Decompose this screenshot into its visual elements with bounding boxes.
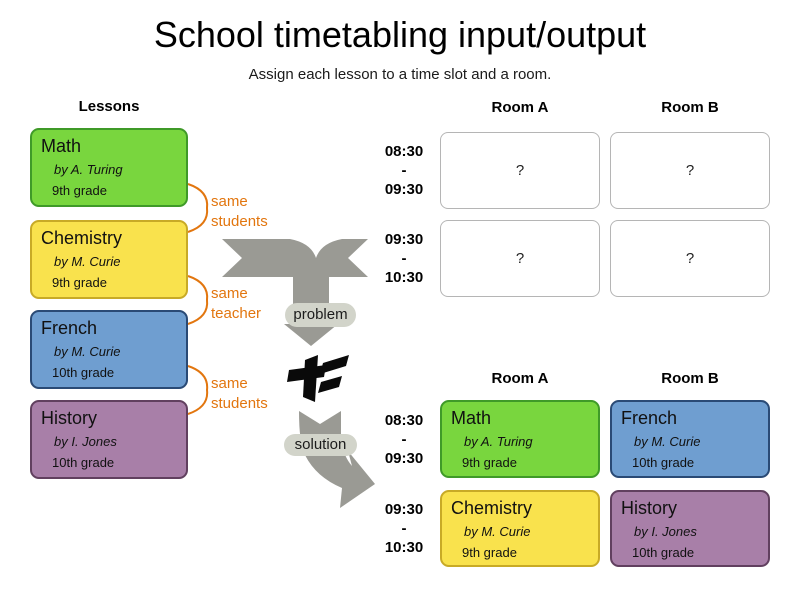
lesson-card-chemistry xyxy=(30,220,188,299)
timeslot-sep: - xyxy=(401,520,407,537)
solution-arrow xyxy=(299,411,375,508)
lesson-title: French xyxy=(41,318,98,338)
lesson-grade: 9th grade xyxy=(52,183,107,198)
lesson-teacher: by I. Jones xyxy=(634,524,697,539)
problem-room-b-header: Room B xyxy=(661,99,719,116)
lesson-title: History xyxy=(621,498,678,518)
solution-card-chemistry xyxy=(440,490,600,567)
lesson-card-history xyxy=(30,400,188,479)
page-title: School timetabling input/output xyxy=(153,14,647,55)
lesson-card-math xyxy=(30,128,188,207)
lesson-title: Math xyxy=(451,408,492,428)
timeslot-end: 09:30 xyxy=(384,449,424,467)
problem-cell-slot2-room-a xyxy=(440,220,600,297)
problem-timeslot-2 xyxy=(376,220,432,297)
problem-cell-slot1-room-a xyxy=(440,132,600,209)
lesson-title: History xyxy=(41,408,98,428)
lesson-teacher: by A. Turing xyxy=(464,434,533,449)
lesson-title: Math xyxy=(41,136,82,156)
constraint-line: same xyxy=(211,285,248,302)
timeslot-start: 08:30 xyxy=(384,143,424,160)
constraint-line: students xyxy=(211,395,268,412)
constraint-line: same xyxy=(211,375,248,392)
lessons-header: Lessons xyxy=(78,98,140,115)
timeslot-start: 09:30 xyxy=(384,501,424,518)
unassigned-marker: ? xyxy=(685,250,695,267)
solution-card-history xyxy=(610,490,770,567)
timeslot-start: 08:30 xyxy=(384,411,424,429)
lesson-teacher: by I. Jones xyxy=(54,434,117,449)
problem-room-a-header: Room A xyxy=(491,99,549,116)
unassigned-marker: ? xyxy=(685,162,695,179)
lesson-title: Chemistry xyxy=(41,228,123,248)
bracket-same-teacher xyxy=(188,276,207,324)
lesson-teacher: by A. Turing xyxy=(54,162,123,177)
timeslot-end: 10:30 xyxy=(384,539,424,556)
timeslot-end: 10:30 xyxy=(384,269,424,286)
lesson-grade: 10th grade xyxy=(632,545,695,560)
unassigned-marker: ? xyxy=(515,250,525,267)
lesson-grade: 9th grade xyxy=(52,275,107,290)
bracket-same-students-1 xyxy=(188,184,207,232)
constraint-line: teacher xyxy=(211,305,262,322)
constraint-same-students-2 xyxy=(211,374,301,414)
problem-cell-slot1-room-b xyxy=(610,132,770,209)
solution-card-math xyxy=(440,400,600,478)
constraint-line: same xyxy=(211,193,248,210)
lesson-grade: 10th grade xyxy=(52,455,115,470)
unassigned-marker: ? xyxy=(515,162,525,179)
solution-label-pill: solution xyxy=(284,434,357,456)
lesson-teacher: by M. Curie xyxy=(54,254,121,269)
timeslot-start: 09:30 xyxy=(384,231,424,248)
solution-room-a-header: Room A xyxy=(491,370,549,387)
timeslot-sep: - xyxy=(401,430,407,448)
page-subtitle: Assign each lesson to a time slot and a room. xyxy=(248,66,552,83)
timeslot-sep: - xyxy=(401,162,407,179)
problem-label-pill: problem xyxy=(285,303,356,327)
lesson-grade: 10th grade xyxy=(632,455,695,470)
problem-timeslot-1 xyxy=(376,132,432,209)
timeslot-end: 09:30 xyxy=(384,181,424,198)
solution-room-b-header: Room B xyxy=(661,370,719,387)
constraint-same-students-1 xyxy=(211,192,301,232)
lesson-title: Chemistry xyxy=(451,498,533,518)
lesson-grade: 9th grade xyxy=(462,545,517,560)
constraint-line: students xyxy=(211,213,268,230)
lesson-grade: 9th grade xyxy=(462,455,517,470)
problem-cell-slot2-room-b xyxy=(610,220,770,297)
lesson-title: French xyxy=(621,408,678,428)
solution-timeslot-1 xyxy=(376,400,432,478)
solution-card-french xyxy=(610,400,770,478)
bracket-same-students-2 xyxy=(188,366,207,414)
lesson-teacher: by M. Curie xyxy=(634,434,701,449)
lesson-teacher: by M. Curie xyxy=(464,524,531,539)
solution-timeslot-2 xyxy=(376,490,432,567)
lesson-grade: 10th grade xyxy=(52,365,115,380)
timeslot-sep: - xyxy=(401,250,407,267)
lesson-teacher: by M. Curie xyxy=(54,344,121,359)
lesson-card-french xyxy=(30,310,188,389)
